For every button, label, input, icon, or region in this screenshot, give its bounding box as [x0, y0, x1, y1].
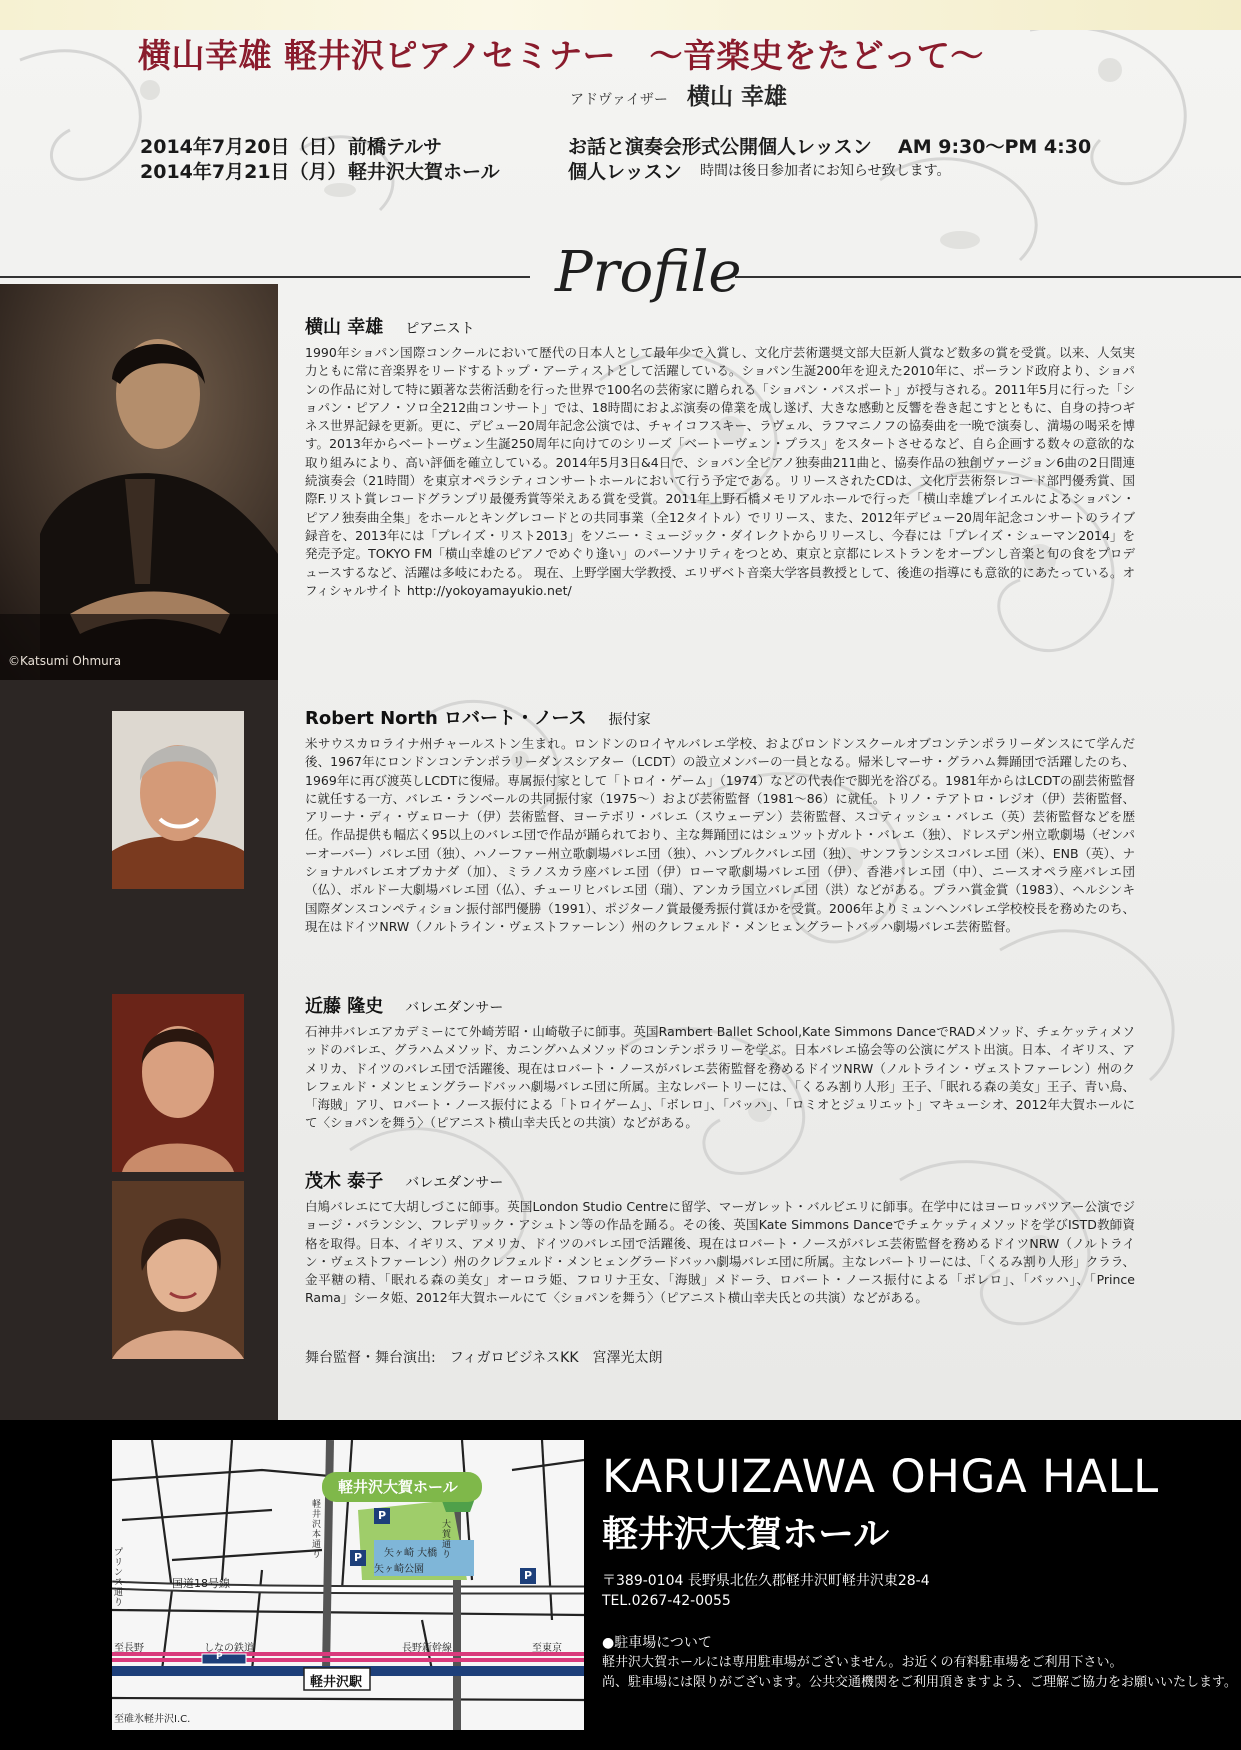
map-karuizawa-street-label: 軽井沢本通り: [312, 1500, 322, 1560]
map-yagasaki-ohashi-label: 矢ヶ崎 大橋: [384, 1548, 438, 1559]
profile-mogi: [305, 1167, 1135, 1308]
schedule-venue: 軽井沢大賀ホール: [348, 161, 500, 183]
map-to-nagano-label: 至長野: [114, 1643, 144, 1654]
profile-name-row: [305, 992, 1135, 1018]
schedule-note: 時間は後日参加者にお知らせ致します。: [700, 163, 951, 179]
divider-left: [0, 276, 530, 278]
advisor-name: 横山 幸雄: [686, 84, 787, 110]
profile-name-row: [305, 704, 1135, 730]
photo-credit: ©Katsumi Ohmura: [8, 654, 122, 668]
hall-tel: TEL.0267-42-0055: [602, 1593, 731, 1609]
schedule-venue: 前橋テルサ: [348, 136, 443, 158]
schedule-type: お話と演奏会形式公開個人レッスン: [568, 136, 872, 158]
hall-name-en: KARUIZAWA OHGA HALL: [602, 1450, 1159, 1503]
mogi-portrait-image: [112, 1181, 244, 1359]
parking-notice: [602, 1633, 1237, 1693]
kondo-photo: [112, 994, 244, 1172]
hall-contact: [602, 1571, 930, 1611]
parking-icon: P: [354, 1551, 363, 1564]
hall-address: 〒389-0104 長野県北佐久郡軽井沢町軽井沢東28-4: [602, 1573, 930, 1589]
profile-role: ピアニスト: [405, 321, 475, 337]
map-to-ic-label: 至碓氷軽井沢I.C.: [114, 1714, 191, 1725]
profile-bio: 米サウスカロライナ州チャールストン生まれ。ロンドンのロイヤルバレエ学校、およびロンドンスクールオブコンテンポラリーダンスにて学んだ後、1967年にロンドンコンテンポラリーダンスシアター（LCDT）の設立メンバーの一員となる。帰米しマーサ・グラハム舞踊団で活躍したのち、1969年に再び渡英しLCDTに復帰。専属振付家として「トロイ・ゲーム」（1974）などの代表作で脚光を浴びる。1981年からはLCDTの副芸術監督に就任する一方、バレエ・ランベールの共同振付家（1975～）および芸術監督（1981～86）に就任。トリノ・テアトロ・レジオ（伊）芸術監督、アリーナ・ディ・ヴェローナ（伊）芸術監督、ヨーテボリ・バレエ（スウェーデン）芸術監督、スコティッシュ・バレエ（英）芸術監督などを歴任。作品提供も幅広く95以上のバレエ団で作品が踊られており、主な舞踊団にはシュツットガルト・バレエ（独）、ドレスデン州立歌劇場（ゼンパーオーバー）バレエ団（独）、ハノーファー州立歌劇場バレエ団（独）、ハンブルクバレエ団（独）、サンフランシスコバレエ団（米）、ENB（英）、ナショナルバレエオブカナダ（加）、ミラノスカラ座バレエ団（伊）ローマ歌劇場バレエ団（伊）、香港バレエ団（中）、ニースオペラ座バレエ団（仏）、ボルドー大劇場バレエ団（仏）、チューリヒバレエ団（瑞）、アンカラ国立バレエ団（洪）などがある。プラハ賞金賞（1983）、ヘルシンキ国際ダンスコンペティション振付部門優勝（1991）、ポジターノ賞最優秀振付賞ほかを受賞。2006年よりミュンヘンバレエ学校校長を務めたのち、現在はドイツNRW（ノルトライン・ヴェストファーレン）州のクレフェルド・メンヒェングラートバッハ劇場バレエ芸術監督。: [305, 736, 1135, 934]
profile-name: 茂木 泰子: [305, 1171, 384, 1192]
profile-name-row: [305, 1167, 1135, 1193]
hall-name-jp: 軽井沢大賀ホール: [602, 1514, 890, 1555]
profile-role: バレエダンサー: [405, 1000, 504, 1016]
map-route18-label: 国道18号線: [172, 1577, 230, 1590]
pianist-photo: [0, 284, 278, 680]
profile-bio: 石神井バレエアカデミーにて外崎芳昭・山崎敬子に師事。英国Rambert Ballet School,Kate Simmons DanceでRADメソッド、チェケッティメソッドのバレエ、グラハムメソッド、カニングハムメソッドのコンテンポラリーを学ぶ。日本バレエ協会等の公演にゲスト出演。日本、イギリス、アメリカ、ドイツのバレエ団で活躍後、現在はロバート・ノースがバレエ芸術監督を務めるドイツNRW（ノルトライン・ヴェストファーレン）州のクレフェルド・メンヒェングラードバッハ劇場バレエ団に所属。主なレパートリーには、「くるみ割り人形」王子、「眠れる森の美女」王子、青い鳥、「海賊」アリ、ロバート・ノース振付による「トロイゲーム」、「ボレロ」、「バッハ」、「ロミオとジュリエット」マキューシオ、2012年大賀ホールにて〈ショパンを舞う〉（ピアニスト横山幸夫氏との共演）などがある。: [305, 1024, 1135, 1131]
map-hall-label: 軽井沢大賀ホール: [338, 1478, 458, 1496]
top-band: [0, 0, 1241, 30]
map-shinkansen-label: 長野新幹線: [402, 1643, 452, 1654]
kondo-portrait-image: [112, 994, 244, 1172]
profile-name: 横山 幸雄: [305, 317, 384, 338]
schedule-type: 個人レッスン: [568, 161, 682, 183]
parking-heading: ●駐車場について: [602, 1635, 712, 1651]
advisor-label: アドヴァイザー: [570, 92, 668, 108]
map-oga-street-label: 大賀通り: [442, 1520, 452, 1560]
schedule-time: AM 9:30～PM 4:30: [898, 136, 1092, 158]
mogi-photo: [112, 1181, 244, 1359]
profile-north: [305, 704, 1135, 936]
profile-role: バレエダンサー: [405, 1175, 504, 1191]
advisor-line: [570, 78, 787, 111]
profile-kondo: [305, 992, 1135, 1133]
profile-name: 近藤 隆史: [305, 996, 384, 1017]
profile-yokoyama: [305, 313, 1135, 600]
access-map: [112, 1440, 584, 1730]
profile-bio: 1990年ショパン国際コンクールにおいて歴代の日本人として最年少で入賞し、文化庁芸術選奨文部大臣新人賞など数多の賞を受賞。以来、人気実力ともに常に音楽界をリードするトップ・アーティストとして活躍している。ショパン生誕200年を迎えた2010年に、ポーランド政府より、ショパンの作品に対して特に顕著な芸術活動を行った世界で100名の芸術家に贈られる「ショパン・パスポート」が授与される。2011年5月に行った「ショパン・ピアノ・ソロ全212曲コンサート」では、18時間におよぶ演奏の偉業を成し遂げ、大きな感動と反響を巻き起こすとともに、自身の持つギネス世界記録を更新。更に、デビュー20周年記念公演では、チャイコフスキー、ラヴェル、ラフマニノフの協奏曲を一晩で演奏し、満場の喝采を博す。2013年からベートーヴェン生誕250周年に向けてのシリーズ「ベートーヴェン・プラス」をスタートさせるなど、自ら企画する数々の意欲的な取り組みにより、高い評価を確立している。2014年5月3日&4日で、ショパン全ピアノ独奏曲211曲と、協奏作品の独創ヴァージョン6曲の2日間連続演奏会（21時間）を東京オペラシティコンサートホールにおいて行う予定である。リリースされたCDは、文化庁芸術祭レコード部門優秀賞、国際F.リスト賞レコードグランプリ最優秀賞等栄えある賞を受賞。2011年上野石橋メモリアルホールで行った「横山幸雄プレイエルによるショパン・ピアノ独奏曲全集」をホールとキングレコードとの共同事業（全12タイトル）でリリース、また、2012年デビュー20周年記念コンサートのライブ録音を、2013年には「プレイズ・リスト2013」をソニー・ミュージック・ダイレクトからリリースし、今春には「プレイズ・シューマン2014」を発売予定。TOKYO FM「横山幸雄のピアノでめぐり逢い」のパーソナリティをつとめ、東京と京都にレストランをオープンし音楽と旬の食をプロデュースするなど、活躍は多岐にわたる。 現在、上野学園大学教授、エリザベト音楽大学客員教授として、後進の指導にも意欲的にあたっている。オフィシャルサイト http://yokoyamayukio.net/: [305, 345, 1135, 598]
divider-right: [735, 276, 1241, 278]
parking-line: 尚、駐車場には限りがございます。公共交通機関をご利用頂きますよう、ご理解ご協力をお願いいたします。: [602, 1675, 1237, 1690]
profile-bio: 白鳩バレエにて大胡しづこに師事。英国London Studio Centreに留学、マーガレット・バルビエリに師事。在学中にはヨーロッパツアー公演でジョージ・バランシン、フレデリック・アシュトン等の作品を踊る。その後、英国Kate Simmons Danceでチェケッティメソッドを学びISTD教師資格を取得。日本、イギリス、アメリカ、ドイツのバレエ団で活躍後、現在はロバート・ノースがバレエ芸術監督を務めるドイツNRW（ノルトライン・ヴェストファーレン）州のクレフェルド・メンヒェングラードバッハ劇場バレエ団に所属。主なレパートリーには、「くるみ割り人形」クララ、金平糖の精、「眠れる森の美女」オーロラ姫、フロリナ王女、「海賊」メドーラ、ロバート・ノース振付による「ボレロ」、「バッハ」、「Prince Rama」シータ姫、2012年大賀ホールにて〈ショパンを舞う〉（ピアニスト横山幸夫氏との共演）などがある。: [305, 1199, 1135, 1306]
pianist-portrait-image: [0, 284, 278, 680]
profile-name-row: [305, 313, 1135, 339]
map-station-label: 軽井沢駅: [310, 1675, 363, 1690]
map-prince-street-label: プリンス通り: [114, 1548, 124, 1608]
schedule-date: 2014年7月20日（日）: [140, 136, 347, 158]
robert-north-portrait-image: [112, 711, 244, 889]
profile-heading: Profile: [555, 240, 742, 305]
map-yagasaki-park-label: 矢ヶ崎公園: [374, 1564, 424, 1575]
robert-north-photo: [112, 711, 244, 889]
stage-credits: 舞台監督・舞台演出: フィガロビジネスKK 宮澤光太朗: [305, 1350, 663, 1366]
parking-icon: P: [378, 1509, 387, 1522]
parking-line: 軽井沢大賀ホールには専用駐車場がございません。お近くの有料駐車場をご利用下さい。: [602, 1655, 1123, 1670]
map-to-tokyo-label: 至東京: [532, 1643, 562, 1654]
profile-name: Robert North ロバート・ノース: [305, 708, 587, 729]
profile-role: 振付家: [608, 712, 651, 728]
schedule-date: 2014年7月21日（月）: [140, 161, 347, 183]
parking-icon: P: [524, 1569, 533, 1582]
seminar-title: 横山幸雄 軽井沢ピアノセミナー ～音楽史をたどって～: [138, 36, 984, 75]
map-shinano-railway-label: しなの鉄道: [204, 1643, 254, 1654]
parking-icon: P: [216, 1652, 223, 1662]
